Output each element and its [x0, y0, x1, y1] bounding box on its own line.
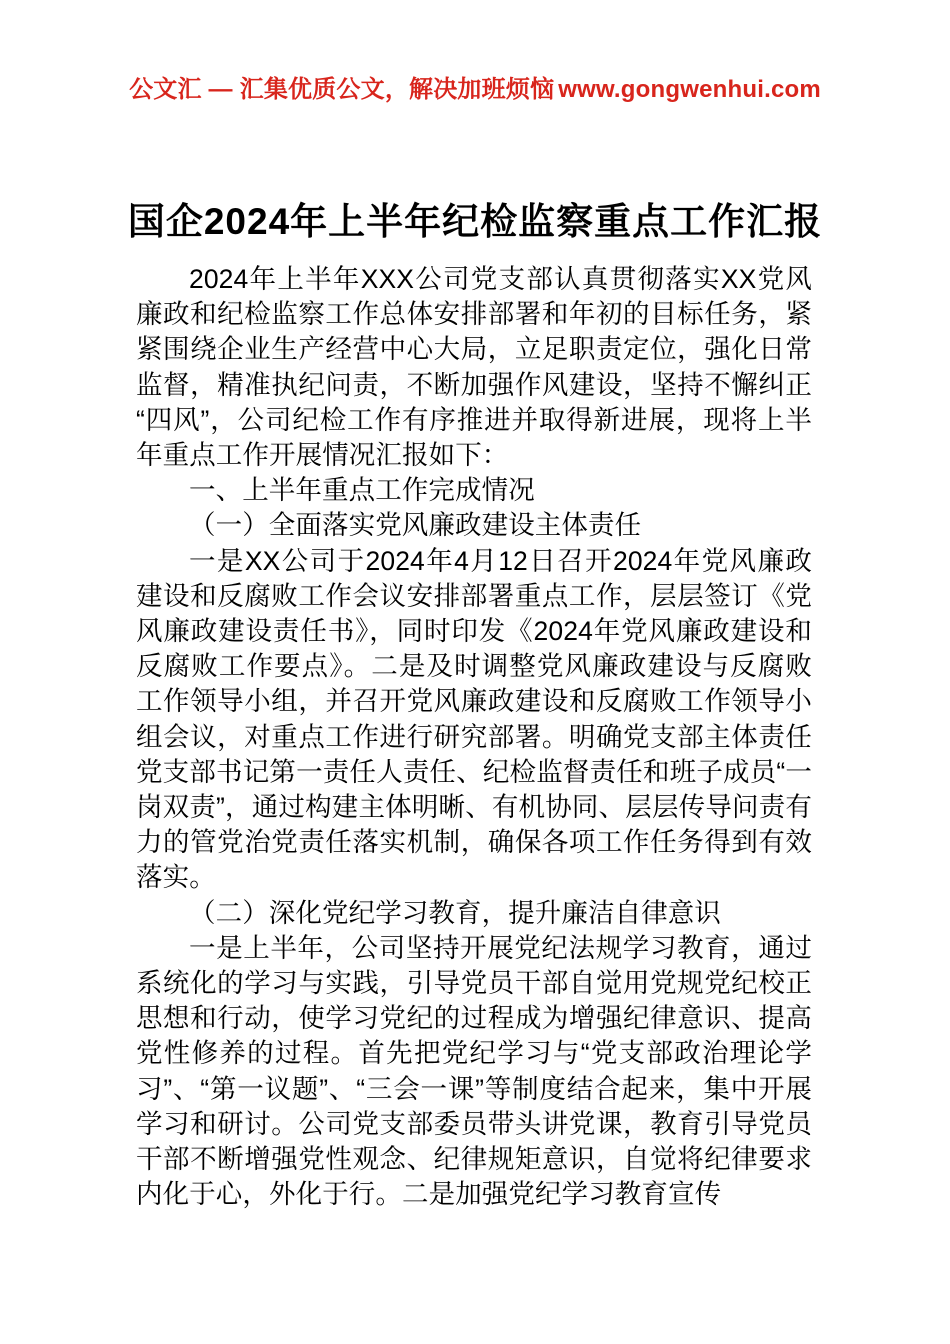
paragraph-intro: 2024年上半年XXX公司党支部认真贯彻落实XX党风廉政和纪检监察工作总体安排部署和年初的目标任务，紧紧围绕企业生产经营中心大局，立足职责定位，强化日常监督，精准执纪问责，不断加强作风建设，坚持不懈纠正“四风”，公司纪检工作有序推进并取得新进展，现将上半年重点工作开展情况汇报如下： — [136, 264, 812, 471]
heading-subsection-1-2: （二）深化党纪学习教育，提升廉洁自律意识 — [189, 897, 721, 928]
site-brand-text: 公文汇 — 汇集优质公文，解决加班烦恼 — [129, 76, 555, 103]
paragraph-subsection-1-2-body: 一是上半年，公司坚持开展党纪法规学习教育，通过系统化的学习与实践，引导党员干部自觉用党规党纪校正思想和行动，使学习党纪的过程成为增强纪律意识、提高党性修养的过程。首先把党纪学习与“党支部政治理论学习”、“第一议题”、“三会一课”等制度结合起来，集中开展学习和研讨。公司党支部委员带头讲党课，教育引导党员干部不断增强党性观念、纪律规矩意识，自觉将纪律要求内化于心，外化于行。二是加强党纪学习教育宣传 — [136, 932, 812, 1210]
heading-subsection-1-1: （一）全面落实党风廉政建设主体责任 — [189, 510, 642, 541]
site-url-text: www.gongwenhui.com — [558, 76, 821, 103]
heading-section-1: 一、上半年重点工作完成情况 — [189, 475, 535, 506]
paragraph-subsection-1-1-body: 一是XX公司于2024年4月12日召开2024年党风廉政建设和反腐败工作会议安排部署重点工作，层层签订《党风廉政建设责任书》，同时印发《2024年党风廉政建设和反腐败工作要点》。二是及时调整党风廉政建设与反腐败工作领导小组，并召开党风廉政建设和反腐败工作领导小组会议，对重点工作进行研究部署。明确党支部主体责任党支部书记第一责任人责任、纪检监督责任和班子成员“一岗双责”，通过构建主体明晰、有机协同、层层传导问责有力的管党治党责任落实机制，确保各项工作任务得到有效落实。 — [136, 545, 812, 893]
site-header-watermark — [0, 76, 950, 105]
document-body — [136, 262, 812, 1212]
document-title: 国企2024年上半年纪检监察重点工作汇报 — [127, 200, 823, 242]
